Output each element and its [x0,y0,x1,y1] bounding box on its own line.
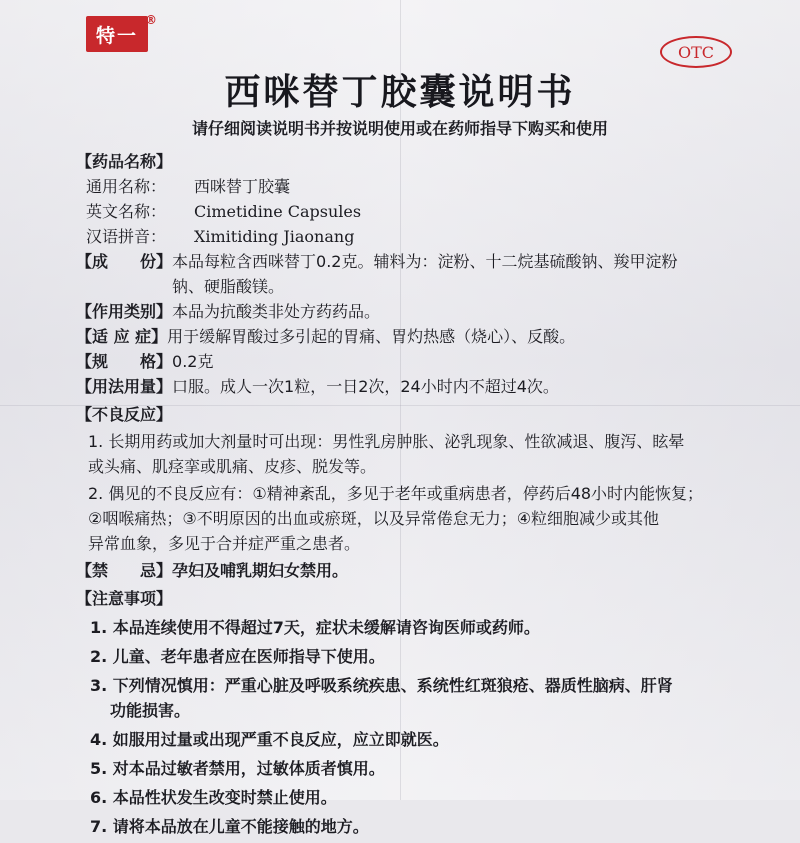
category-section [76,299,726,324]
dosage-value: 口服。成人一次1粒，一日2次，24小时内不超过4次。 [172,377,559,396]
category-value: 本品为抗酸类非处方药药品。 [172,302,381,321]
specification-value: 0.2克 [172,352,214,371]
leaflet-body [76,146,726,843]
document-title: 西咪替丁胶囊说明书 [224,72,576,113]
indication-label: 【适 应 症】 [76,327,168,346]
composition-section [76,249,726,299]
adverse-item-2-line-3: 异常血象，多见于合并症严重之患者。 [88,534,361,553]
generic-name-row [76,174,726,199]
contraindication-section [76,558,726,583]
composition-line-2: 钠、硬脂酸镁。 [172,277,285,296]
precaution-item-3-line-1: 3. 下列情况慎用：严重心脏及呼吸系统疾患、系统性红斑狼疮、器质性脑病、肝肾 [90,676,673,695]
adverse-item-1-line-2: 或头痛、肌痉挛或肌痛、皮疹、脱发等。 [88,457,377,476]
precaution-item-7: 7. 请将本品放在儿童不能接触的地方。 [90,817,369,836]
precaution-item-5: 5. 对本品过敏者禁用，过敏体质者慎用。 [90,759,385,778]
precautions-header: 【注意事项】 [76,589,173,608]
specification-label: 【规 格】 [76,352,173,371]
adverse-item-1-line-1: 1. 长期用药或加大剂量时可出现：男性乳房肿胀、泌乳现象、性欲减退、腹泻、眩晕 [88,432,685,451]
pinyin-label: 汉语拼音： [86,227,167,246]
adverse-item-2 [76,481,726,556]
adverse-item-1 [76,429,726,479]
precaution-item-6: 6. 本品性状发生改变时禁止使用。 [90,788,337,807]
precaution-item-4: 4. 如服用过量或出现严重不良反应，应立即就医。 [90,730,449,749]
composition-label: 【成 份】 [76,252,173,271]
dosage-label: 【用法用量】 [76,377,173,396]
otc-badge: OTC [660,36,732,68]
contraindication-label: 【禁 忌】 [76,561,173,580]
adverse-reactions-header: 【不良反应】 [76,405,173,424]
category-label: 【作用类别】 [76,302,173,321]
precaution-item-3-line-2: 功能损害。 [110,701,191,720]
dosage-section [76,374,726,399]
document-subtitle: 请仔细阅读说明书并按说明使用或在药师指导下购买和使用 [191,119,608,138]
english-name-row [76,199,726,224]
english-name-label: 英文名称： [86,202,167,221]
brand-logo [86,16,148,52]
generic-name-value: 西咪替丁胶囊 [194,177,291,196]
brand-logo-text: 特一 [95,24,138,47]
indication-value: 用于缓解胃酸过多引起的胃痛、胃灼热感（烧心）、反酸。 [167,327,576,346]
registered-mark: ® [145,13,157,27]
contraindication-value: 孕妇及哺乳期妇女禁用。 [172,561,349,580]
precaution-item-2: 2. 儿童、老年患者应在医师指导下使用。 [90,647,385,666]
indication-section [76,324,726,349]
pinyin-row [76,224,726,249]
adverse-item-2-line-2: ②咽喉痛热；③不明原因的出血或瘀斑，以及异常倦怠无力；④粒细胞减少或其他 [88,509,660,528]
precaution-item-3 [76,673,726,723]
specification-section [76,349,726,374]
adverse-item-2-line-1: 2. 偶见的不良反应有：①精神紊乱，多见于老年或重病患者，停药后48小时内能恢复； [88,484,704,503]
drug-name-header: 【药品名称】 [76,152,173,171]
generic-name-label: 通用名称： [86,177,167,196]
precaution-item-1: 1. 本品连续使用不得超过7天，症状未缓解请咨询医师或药师。 [90,618,540,637]
pinyin-value: Ximitiding Jiaonang [194,227,355,246]
english-name-value: Cimetidine Capsules [194,202,362,221]
composition-line-1: 本品每粒含西咪替丁0.2克。辅料为：淀粉、十二烷基硫酸钠、羧甲淀粉 [172,252,678,271]
